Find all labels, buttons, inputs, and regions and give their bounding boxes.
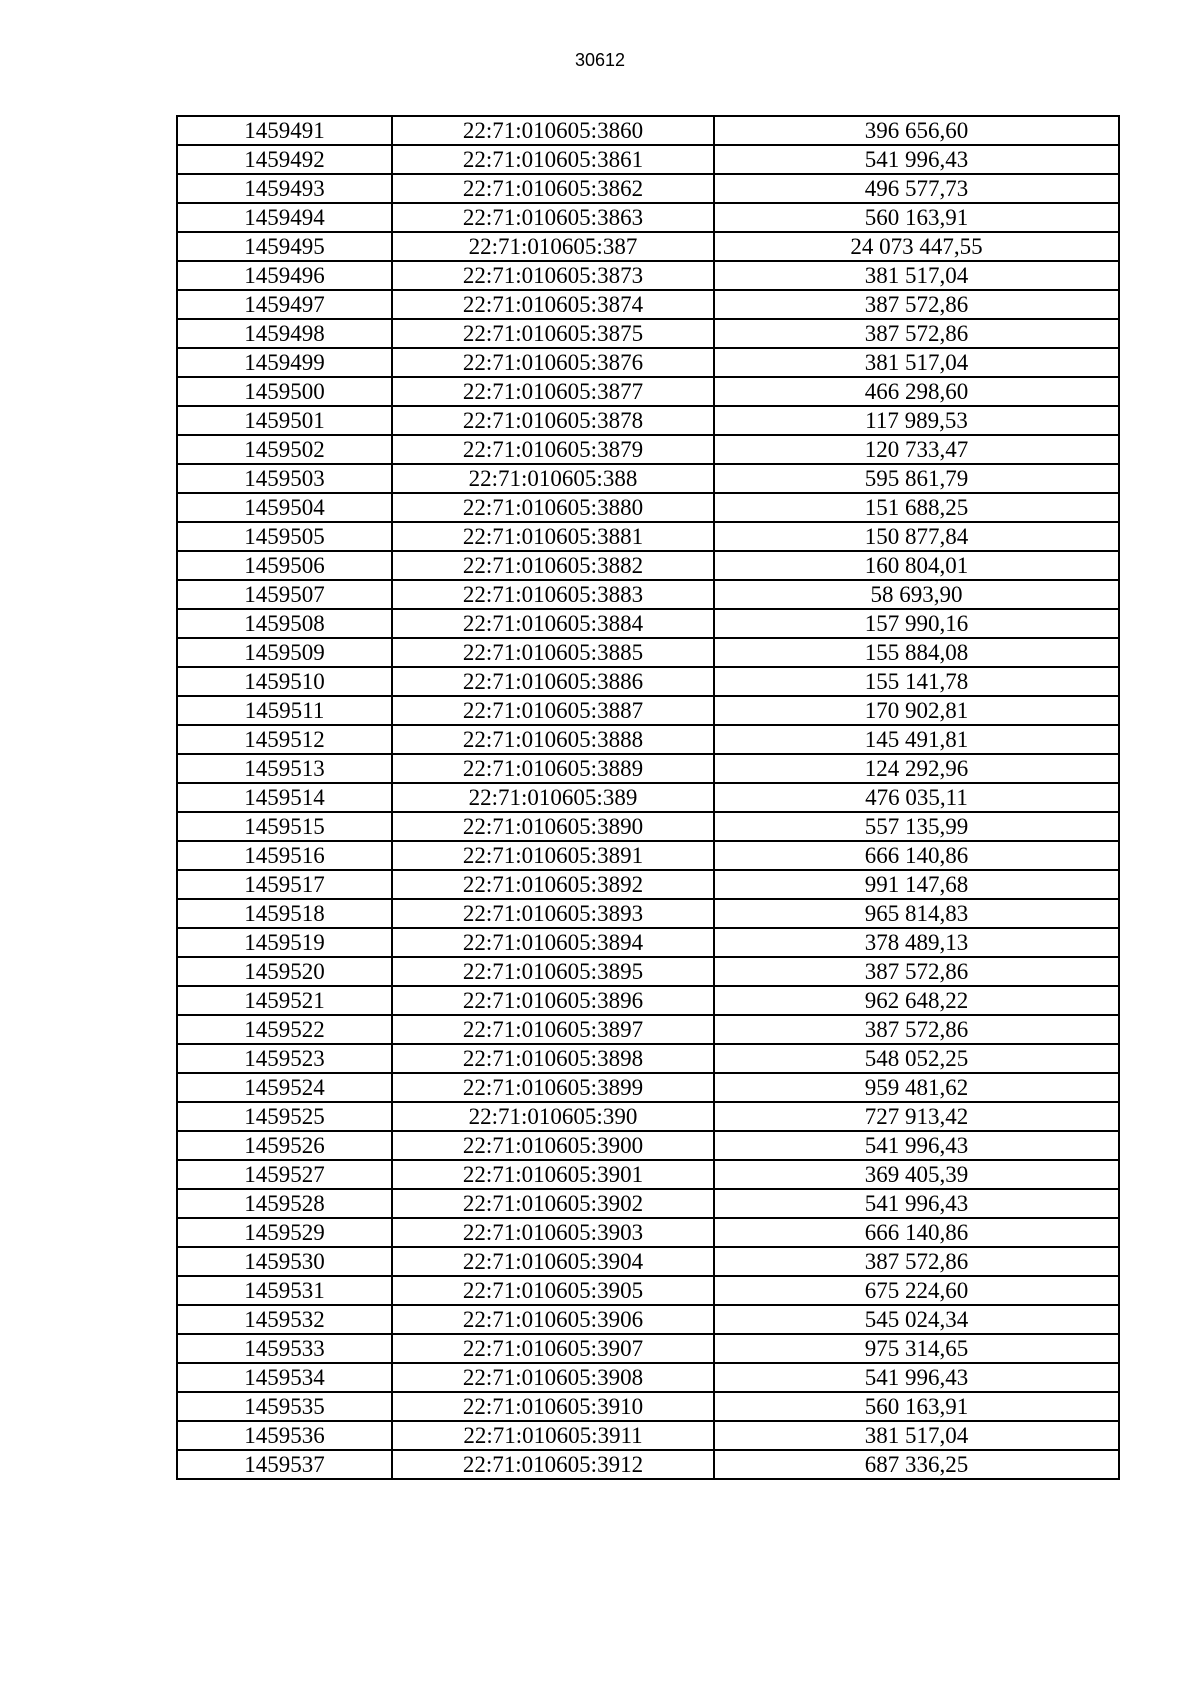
record-number-cell: 1459532: [177, 1305, 392, 1334]
cadastral-number-cell: 22:71:010605:3891: [392, 841, 714, 870]
table-row: [177, 957, 1119, 986]
value-cell: 117 989,53: [714, 406, 1119, 435]
value-cell: 991 147,68: [714, 870, 1119, 899]
table-row: [177, 783, 1119, 812]
cadastral-number-cell: 22:71:010605:3902: [392, 1189, 714, 1218]
table-row: [177, 1276, 1119, 1305]
cadastral-number-cell: 22:71:010605:3889: [392, 754, 714, 783]
value-cell: 160 804,01: [714, 551, 1119, 580]
record-number-cell: 1459525: [177, 1102, 392, 1131]
value-cell: 541 996,43: [714, 145, 1119, 174]
cadastral-number-cell: 22:71:010605:3863: [392, 203, 714, 232]
table-row: [177, 319, 1119, 348]
cadastral-number-cell: 22:71:010605:3898: [392, 1044, 714, 1073]
page-number: 30612: [574, 50, 626, 70]
cadastral-number-cell: 22:71:010605:3888: [392, 725, 714, 754]
record-number-cell: 1459511: [177, 696, 392, 725]
cadastral-number-cell: 22:71:010605:3877: [392, 377, 714, 406]
record-number-cell: 1459498: [177, 319, 392, 348]
value-cell: 476 035,11: [714, 783, 1119, 812]
value-cell: 396 656,60: [714, 116, 1119, 145]
value-cell: 466 298,60: [714, 377, 1119, 406]
cadastral-number-cell: 22:71:010605:3878: [392, 406, 714, 435]
record-number-cell: 1459537: [177, 1450, 392, 1479]
table-row: [177, 1131, 1119, 1160]
cadastral-number-cell: 22:71:010605:3890: [392, 812, 714, 841]
cadastral-number-cell: 22:71:010605:3883: [392, 580, 714, 609]
table-row: [177, 1073, 1119, 1102]
value-cell: 541 996,43: [714, 1131, 1119, 1160]
data-table: [176, 115, 1120, 1480]
value-cell: 975 314,65: [714, 1334, 1119, 1363]
record-number-cell: 1459492: [177, 145, 392, 174]
table-row: [177, 1218, 1119, 1247]
table-row: [177, 1160, 1119, 1189]
record-number-cell: 1459493: [177, 174, 392, 203]
table-row: [177, 812, 1119, 841]
table-row: [177, 551, 1119, 580]
cadastral-number-cell: 22:71:010605:3908: [392, 1363, 714, 1392]
table-row: [177, 464, 1119, 493]
record-number-cell: 1459530: [177, 1247, 392, 1276]
table-row: [177, 261, 1119, 290]
record-number-cell: 1459526: [177, 1131, 392, 1160]
value-cell: 560 163,91: [714, 203, 1119, 232]
table-row: [177, 145, 1119, 174]
table-row: [177, 1102, 1119, 1131]
table-row: [177, 870, 1119, 899]
value-cell: 727 913,42: [714, 1102, 1119, 1131]
cadastral-number-cell: 22:71:010605:3884: [392, 609, 714, 638]
cadastral-number-cell: 22:71:010605:3904: [392, 1247, 714, 1276]
value-cell: 387 572,86: [714, 1015, 1119, 1044]
record-number-cell: 1459520: [177, 957, 392, 986]
cadastral-number-cell: 22:71:010605:3893: [392, 899, 714, 928]
cadastral-number-cell: 22:71:010605:3906: [392, 1305, 714, 1334]
record-number-cell: 1459510: [177, 667, 392, 696]
table-row: [177, 899, 1119, 928]
value-cell: 666 140,86: [714, 841, 1119, 870]
record-number-cell: 1459521: [177, 986, 392, 1015]
value-cell: 548 052,25: [714, 1044, 1119, 1073]
value-cell: 387 572,86: [714, 319, 1119, 348]
record-number-cell: 1459509: [177, 638, 392, 667]
value-cell: 58 693,90: [714, 580, 1119, 609]
cadastral-number-cell: 22:71:010605:389: [392, 783, 714, 812]
record-number-cell: 1459519: [177, 928, 392, 957]
table-row: [177, 928, 1119, 957]
cadastral-number-cell: 22:71:010605:3901: [392, 1160, 714, 1189]
cadastral-number-cell: 22:71:010605:3900: [392, 1131, 714, 1160]
cadastral-number-cell: 22:71:010605:3885: [392, 638, 714, 667]
cadastral-number-cell: 22:71:010605:3873: [392, 261, 714, 290]
record-number-cell: 1459505: [177, 522, 392, 551]
record-number-cell: 1459536: [177, 1421, 392, 1450]
record-number-cell: 1459494: [177, 203, 392, 232]
cadastral-number-cell: 22:71:010605:3903: [392, 1218, 714, 1247]
record-number-cell: 1459508: [177, 609, 392, 638]
table-row: [177, 754, 1119, 783]
value-cell: 545 024,34: [714, 1305, 1119, 1334]
value-cell: 170 902,81: [714, 696, 1119, 725]
record-number-cell: 1459501: [177, 406, 392, 435]
table-row: [177, 609, 1119, 638]
value-cell: 541 996,43: [714, 1189, 1119, 1218]
record-number-cell: 1459531: [177, 1276, 392, 1305]
value-cell: 595 861,79: [714, 464, 1119, 493]
table-row: [177, 696, 1119, 725]
record-number-cell: 1459504: [177, 493, 392, 522]
record-number-cell: 1459506: [177, 551, 392, 580]
value-cell: 557 135,99: [714, 812, 1119, 841]
value-cell: 378 489,13: [714, 928, 1119, 957]
value-cell: 24 073 447,55: [714, 232, 1119, 261]
value-cell: 387 572,86: [714, 1247, 1119, 1276]
table-row: [177, 667, 1119, 696]
cadastral-number-cell: 22:71:010605:388: [392, 464, 714, 493]
cadastral-number-cell: 22:71:010605:3910: [392, 1392, 714, 1421]
record-number-cell: 1459533: [177, 1334, 392, 1363]
value-cell: 675 224,60: [714, 1276, 1119, 1305]
value-cell: 541 996,43: [714, 1363, 1119, 1392]
table-row: [177, 522, 1119, 551]
table-row: [177, 1392, 1119, 1421]
value-cell: 560 163,91: [714, 1392, 1119, 1421]
record-number-cell: 1459534: [177, 1363, 392, 1392]
record-number-cell: 1459496: [177, 261, 392, 290]
table-row: [177, 1015, 1119, 1044]
value-cell: 387 572,86: [714, 957, 1119, 986]
cadastral-number-cell: 22:71:010605:3911: [392, 1421, 714, 1450]
table-row: [177, 1044, 1119, 1073]
cadastral-number-cell: 22:71:010605:3907: [392, 1334, 714, 1363]
record-number-cell: 1459491: [177, 116, 392, 145]
cadastral-number-cell: 22:71:010605:3875: [392, 319, 714, 348]
cadastral-number-cell: 22:71:010605:3912: [392, 1450, 714, 1479]
table-row: [177, 1421, 1119, 1450]
cadastral-number-cell: 22:71:010605:3886: [392, 667, 714, 696]
record-number-cell: 1459524: [177, 1073, 392, 1102]
cadastral-number-cell: 22:71:010605:3876: [392, 348, 714, 377]
record-number-cell: 1459527: [177, 1160, 392, 1189]
table-row: [177, 435, 1119, 464]
record-number-cell: 1459515: [177, 812, 392, 841]
record-number-cell: 1459522: [177, 1015, 392, 1044]
value-cell: 145 491,81: [714, 725, 1119, 754]
value-cell: 150 877,84: [714, 522, 1119, 551]
value-cell: 381 517,04: [714, 348, 1119, 377]
record-number-cell: 1459500: [177, 377, 392, 406]
table-row: [177, 1247, 1119, 1276]
value-cell: 157 990,16: [714, 609, 1119, 638]
table-row: [177, 377, 1119, 406]
record-number-cell: 1459528: [177, 1189, 392, 1218]
table-row: [177, 406, 1119, 435]
record-number-cell: 1459517: [177, 870, 392, 899]
table-row: [177, 232, 1119, 261]
cadastral-number-cell: 22:71:010605:3905: [392, 1276, 714, 1305]
record-number-cell: 1459512: [177, 725, 392, 754]
cadastral-number-cell: 22:71:010605:387: [392, 232, 714, 261]
value-cell: 120 733,47: [714, 435, 1119, 464]
cadastral-number-cell: 22:71:010605:3899: [392, 1073, 714, 1102]
value-cell: 962 648,22: [714, 986, 1119, 1015]
cadastral-number-cell: 22:71:010605:390: [392, 1102, 714, 1131]
table-row: [177, 580, 1119, 609]
table-body: [177, 116, 1119, 1479]
table-row: [177, 348, 1119, 377]
table-row: [177, 203, 1119, 232]
cadastral-number-cell: 22:71:010605:3887: [392, 696, 714, 725]
table-row: [177, 1450, 1119, 1479]
record-number-cell: 1459495: [177, 232, 392, 261]
value-cell: 687 336,25: [714, 1450, 1119, 1479]
table-row: [177, 174, 1119, 203]
table-row: [177, 1363, 1119, 1392]
record-number-cell: 1459507: [177, 580, 392, 609]
record-number-cell: 1459502: [177, 435, 392, 464]
cadastral-number-cell: 22:71:010605:3874: [392, 290, 714, 319]
value-cell: 965 814,83: [714, 899, 1119, 928]
table-row: [177, 1305, 1119, 1334]
cadastral-number-cell: 22:71:010605:3882: [392, 551, 714, 580]
record-number-cell: 1459516: [177, 841, 392, 870]
cadastral-number-cell: 22:71:010605:3862: [392, 174, 714, 203]
table-row: [177, 841, 1119, 870]
cadastral-number-cell: 22:71:010605:3897: [392, 1015, 714, 1044]
cadastral-number-cell: 22:71:010605:3860: [392, 116, 714, 145]
value-cell: 369 405,39: [714, 1160, 1119, 1189]
record-number-cell: 1459535: [177, 1392, 392, 1421]
table-row: [177, 986, 1119, 1015]
value-cell: 959 481,62: [714, 1073, 1119, 1102]
cadastral-number-cell: 22:71:010605:3894: [392, 928, 714, 957]
record-number-cell: 1459523: [177, 1044, 392, 1073]
table-row: [177, 290, 1119, 319]
value-cell: 151 688,25: [714, 493, 1119, 522]
value-cell: 381 517,04: [714, 1421, 1119, 1450]
record-number-cell: 1459499: [177, 348, 392, 377]
cadastral-number-cell: 22:71:010605:3881: [392, 522, 714, 551]
cadastral-number-cell: 22:71:010605:3895: [392, 957, 714, 986]
cadastral-number-cell: 22:71:010605:3861: [392, 145, 714, 174]
table-row: [177, 638, 1119, 667]
value-cell: 496 577,73: [714, 174, 1119, 203]
record-number-cell: 1459503: [177, 464, 392, 493]
value-cell: 155 141,78: [714, 667, 1119, 696]
cadastral-number-cell: 22:71:010605:3879: [392, 435, 714, 464]
record-number-cell: 1459529: [177, 1218, 392, 1247]
record-number-cell: 1459513: [177, 754, 392, 783]
cadastral-number-cell: 22:71:010605:3892: [392, 870, 714, 899]
table-row: [177, 725, 1119, 754]
cadastral-number-cell: 22:71:010605:3880: [392, 493, 714, 522]
record-number-cell: 1459497: [177, 290, 392, 319]
value-cell: 387 572,86: [714, 290, 1119, 319]
value-cell: 381 517,04: [714, 261, 1119, 290]
table-row: [177, 116, 1119, 145]
table-row: [177, 1189, 1119, 1218]
value-cell: 124 292,96: [714, 754, 1119, 783]
value-cell: 155 884,08: [714, 638, 1119, 667]
value-cell: 666 140,86: [714, 1218, 1119, 1247]
record-number-cell: 1459514: [177, 783, 392, 812]
table-row: [177, 1334, 1119, 1363]
record-number-cell: 1459518: [177, 899, 392, 928]
cadastral-number-cell: 22:71:010605:3896: [392, 986, 714, 1015]
table-row: [177, 493, 1119, 522]
